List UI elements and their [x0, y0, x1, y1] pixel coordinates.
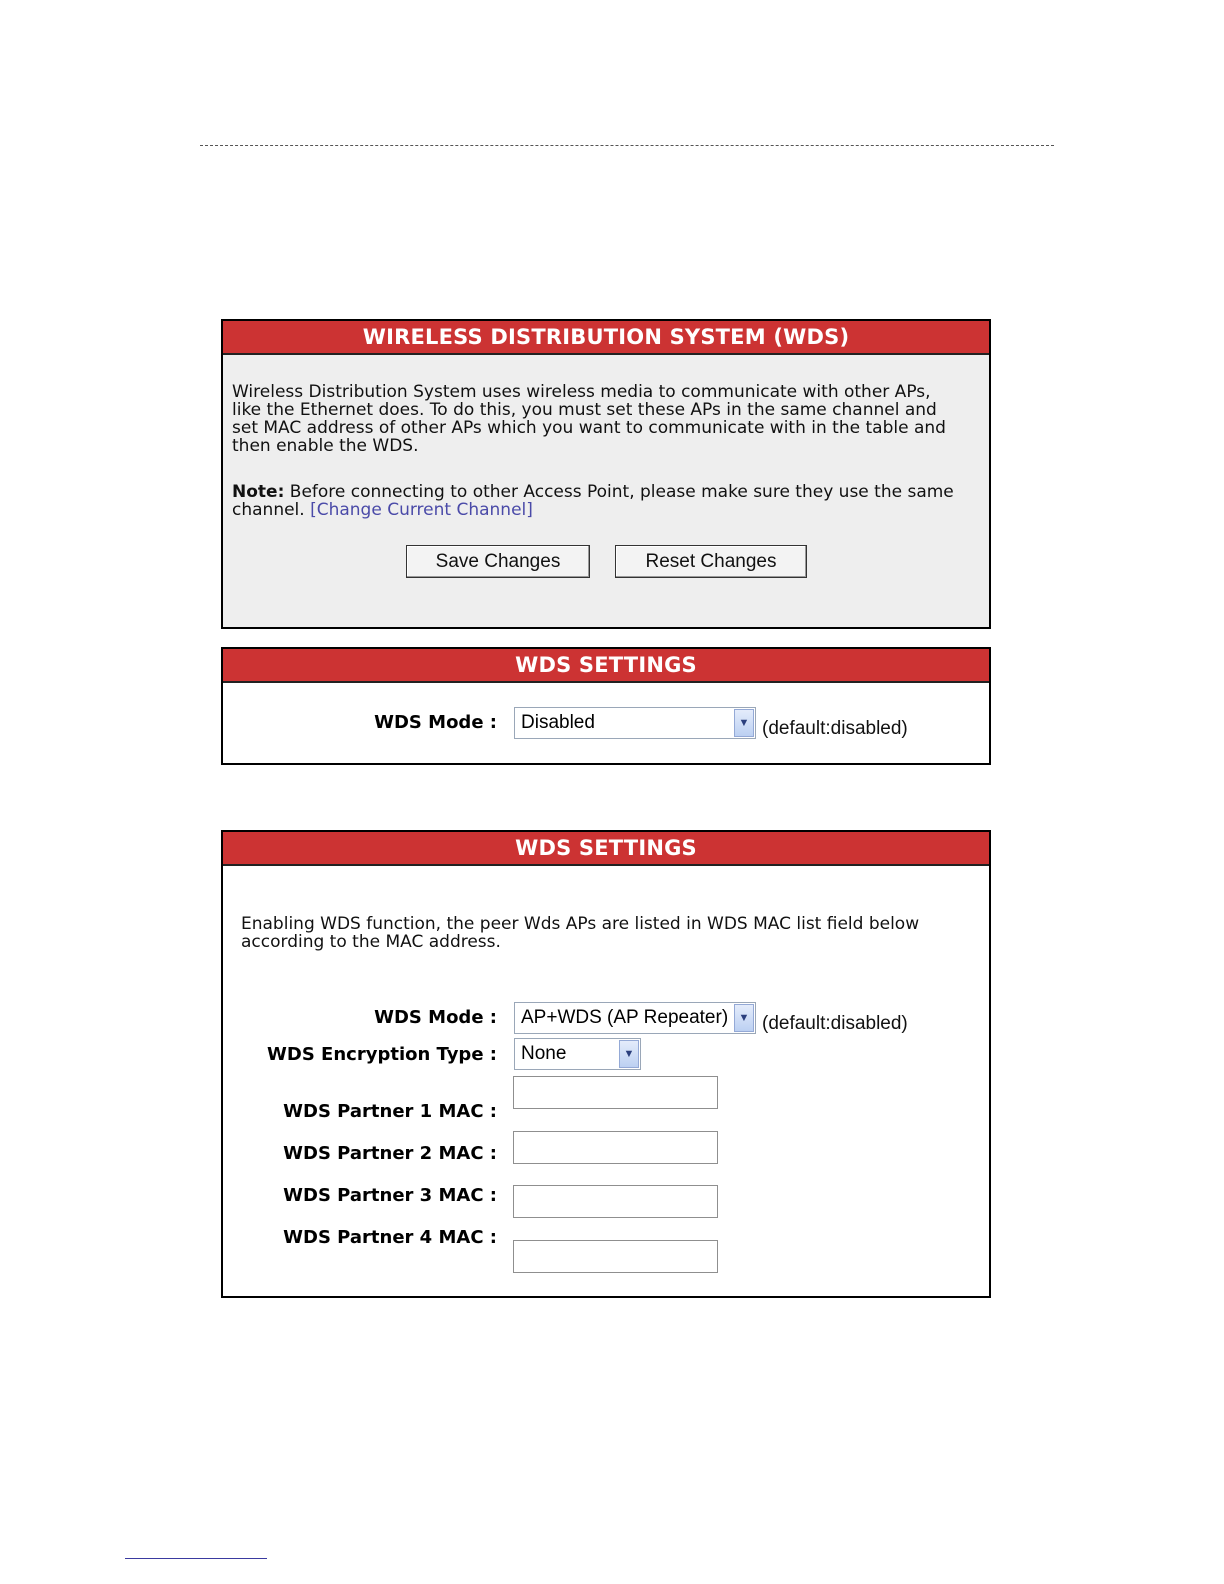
- wds-encryption-type-value: None: [521, 1043, 567, 1064]
- wds-settings-body: [223, 683, 989, 763]
- description-line: set MAC address of other APs which you want to communicate with in the table and: [232, 418, 946, 438]
- description-line: then enable the WDS.: [232, 436, 419, 456]
- save-changes-button[interactable]: Save Changes: [406, 545, 590, 578]
- note-text: Before connecting to other Access Point, please make sure they use the same: [284, 482, 954, 502]
- wds-partner-3-mac-input[interactable]: [513, 1185, 718, 1218]
- wds-mode-label: WDS Mode :: [374, 1007, 497, 1028]
- wds-description: [232, 383, 946, 455]
- note-line-1: [232, 483, 954, 501]
- wds-mode-select[interactable]: [514, 707, 756, 739]
- wds-settings-title: WDS SETTINGS: [223, 649, 989, 683]
- wds-info-panel: [221, 319, 991, 629]
- description-line: Enabling WDS function, the peer Wds APs are listed in WDS MAC list field below: [241, 914, 920, 934]
- wds-partner-2-mac-label: WDS Partner 2 MAC :: [283, 1143, 497, 1164]
- wds-settings-disabled-panel: [221, 647, 991, 765]
- wds-mode-value: Disabled: [521, 712, 595, 733]
- description-line: according to the MAC address.: [241, 932, 501, 952]
- wds-enabled-description: [241, 915, 919, 951]
- wds-info-body: [223, 355, 989, 627]
- wds-encryption-type-label: WDS Encryption Type :: [267, 1044, 497, 1065]
- wds-partner-1-mac-label: WDS Partner 1 MAC :: [283, 1101, 497, 1122]
- footer-divider: [125, 1558, 267, 1559]
- wds-encryption-type-select[interactable]: [514, 1038, 641, 1070]
- wds-mode-select[interactable]: [514, 1002, 756, 1034]
- wds-note: [232, 483, 954, 519]
- note-text: channel.: [232, 500, 311, 520]
- wds-partner-4-mac-input[interactable]: [513, 1240, 718, 1273]
- chevron-down-icon[interactable]: ▼: [619, 1040, 639, 1068]
- description-line: Wireless Distribution System uses wireless media to communicate with other APs,: [232, 382, 931, 402]
- wds-mode-label: WDS Mode :: [374, 712, 497, 733]
- wds-partner-2-mac-input[interactable]: [513, 1131, 718, 1164]
- wds-mode-value: AP+WDS (AP Repeater): [521, 1007, 729, 1028]
- top-divider: [200, 145, 1054, 146]
- wds-partner-3-mac-label: WDS Partner 3 MAC :: [283, 1185, 497, 1206]
- reset-changes-button[interactable]: Reset Changes: [615, 545, 807, 578]
- note-line-2: [232, 501, 954, 519]
- wds-mode-default-hint: (default:disabled): [762, 718, 908, 739]
- chevron-down-icon[interactable]: ▼: [734, 1004, 754, 1032]
- description-line: like the Ethernet does. To do this, you must set these APs in the same channel and: [232, 400, 937, 420]
- wds-mode-default-hint: (default:disabled): [762, 1013, 908, 1034]
- wds-partner-4-mac-label: WDS Partner 4 MAC :: [283, 1227, 497, 1248]
- wds-info-title: WIRELESS DISTRIBUTION SYSTEM (WDS): [223, 321, 989, 355]
- chevron-down-icon[interactable]: ▼: [734, 709, 754, 737]
- wds-settings-body: [223, 866, 989, 1296]
- wds-partner-1-mac-input[interactable]: [513, 1076, 718, 1109]
- change-channel-link[interactable]: [Change Current Channel]: [310, 500, 533, 520]
- wds-settings-enabled-panel: [221, 830, 991, 1298]
- note-label: Note:: [232, 482, 285, 502]
- wds-settings-title: WDS SETTINGS: [223, 832, 989, 866]
